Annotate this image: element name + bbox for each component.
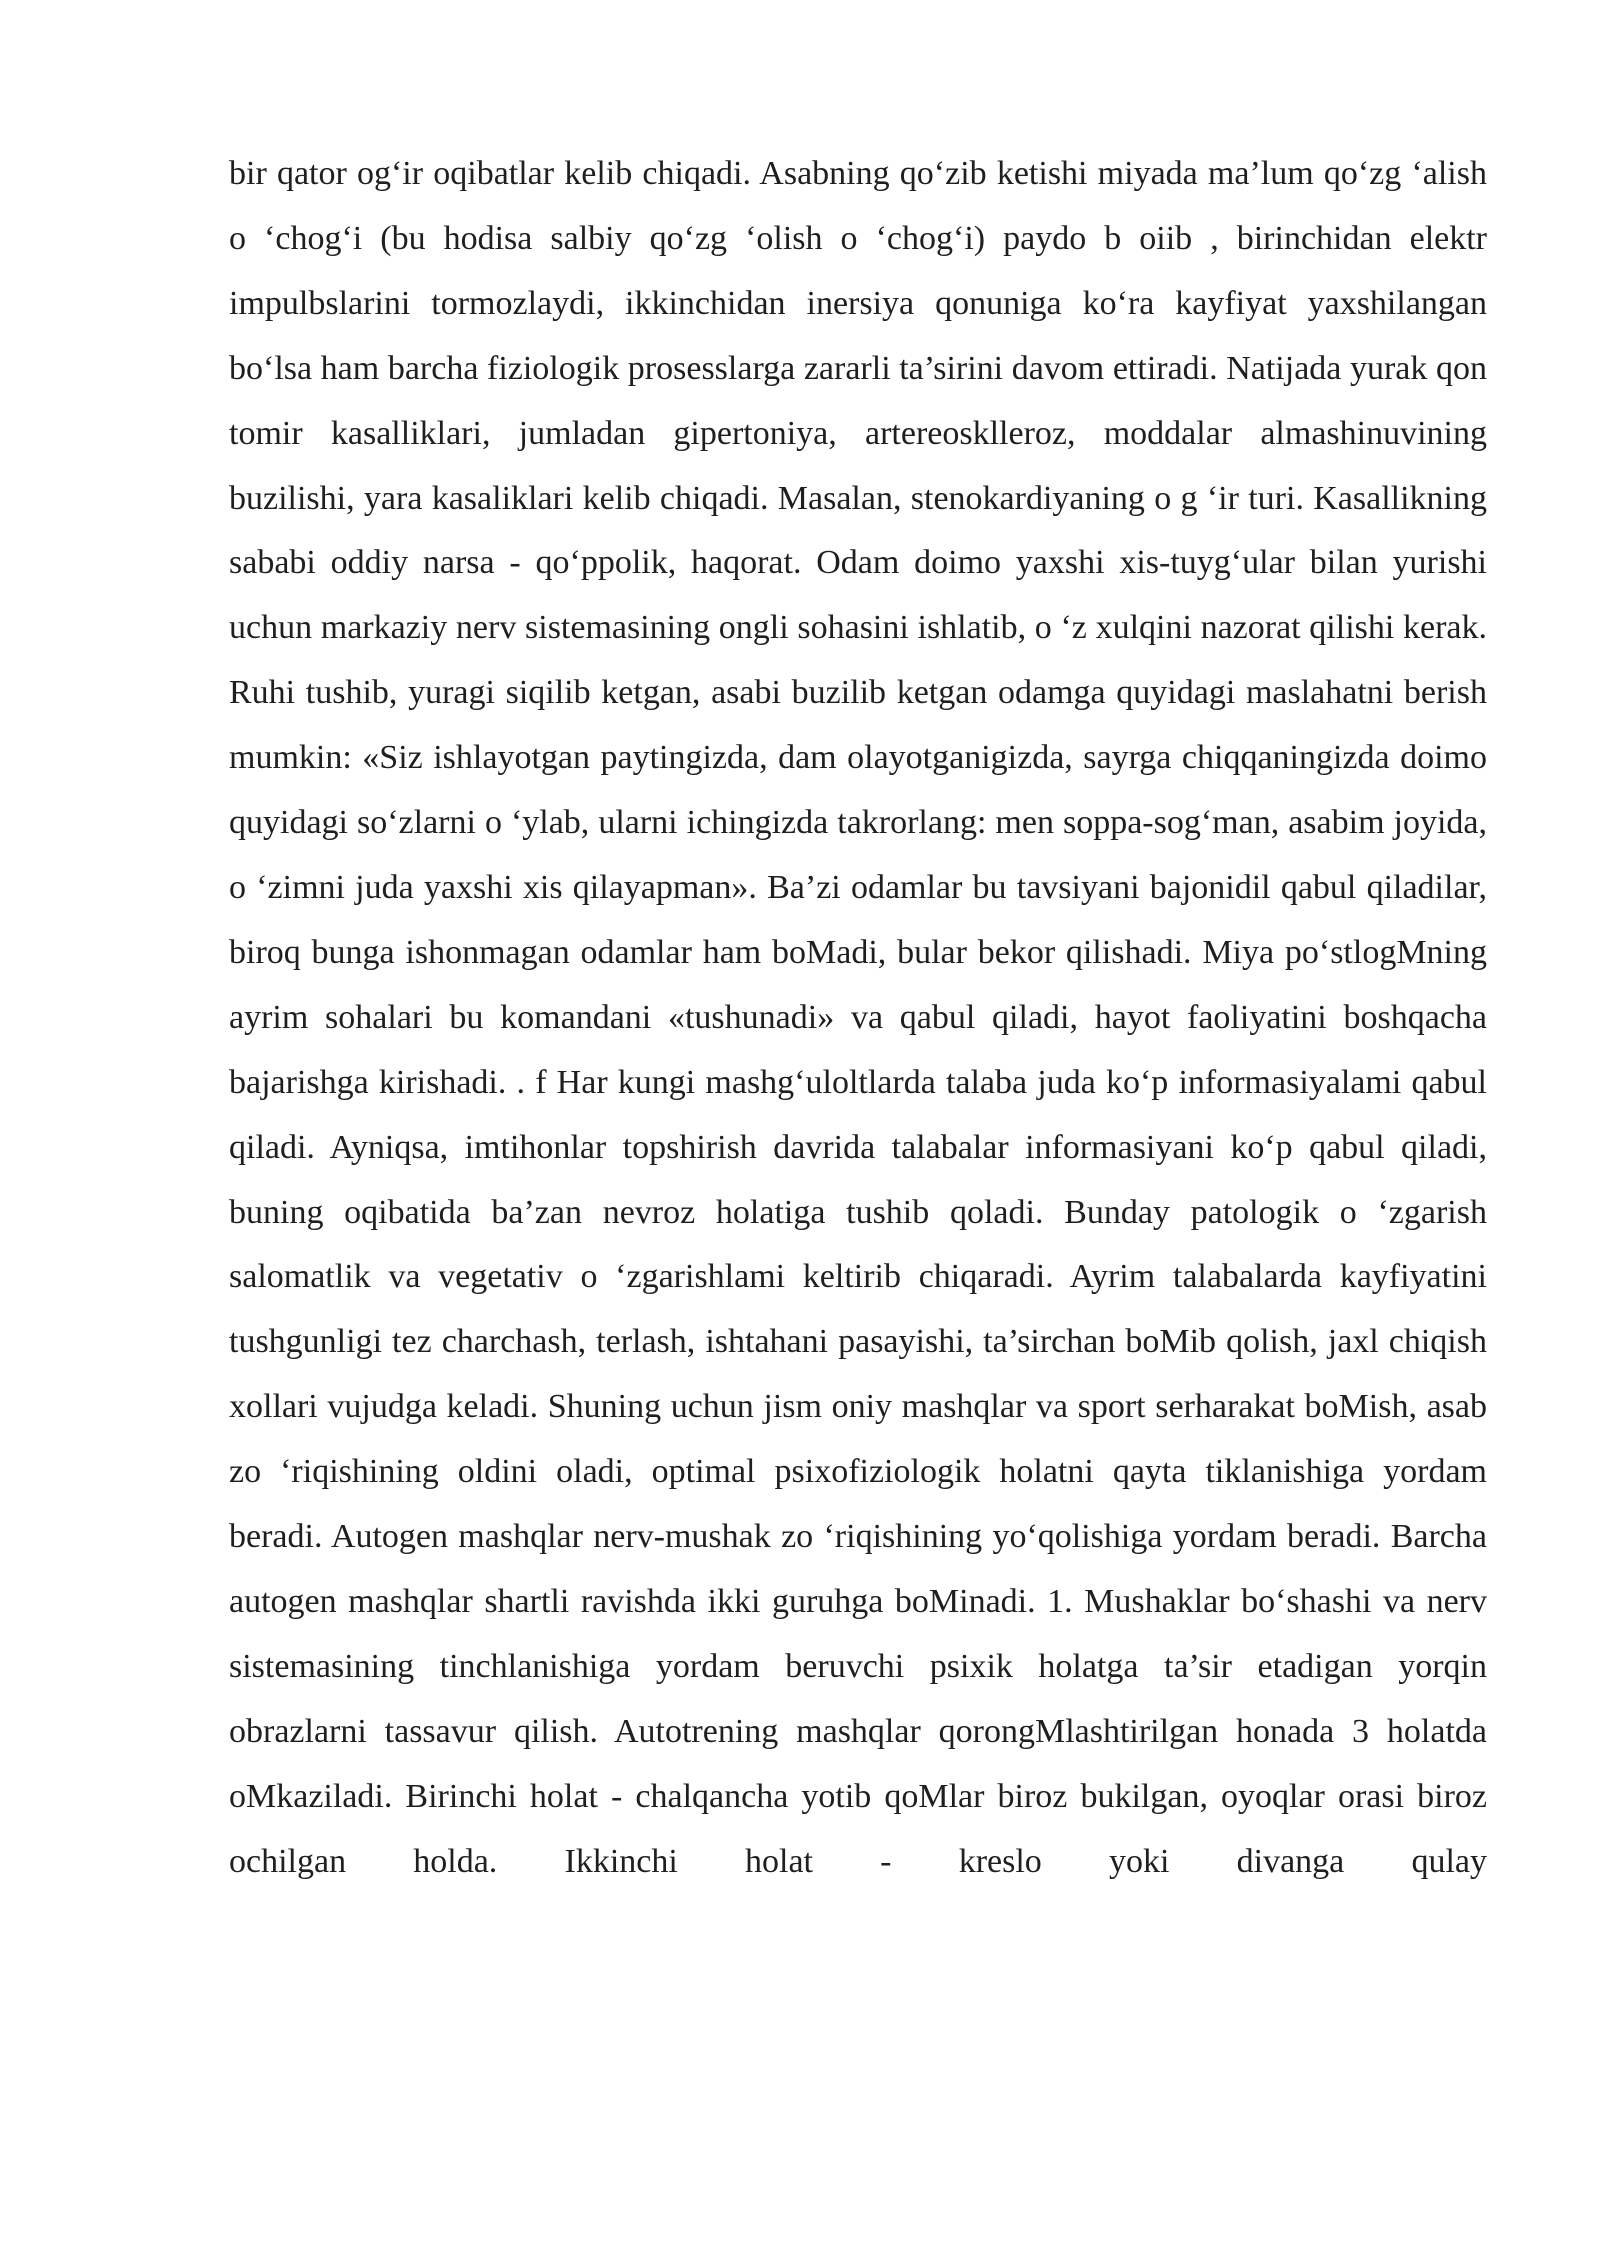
body-paragraph: bir qator og‘ir oqibatlar kelib chiqadi. Asabning qo‘zib ketishi miyada ma’lum qo‘zg ‘alish o ‘chog‘i (bu hodisa salbiy qo‘zg ‘olish o ‘chog‘i) paydo b oiib , birinchidan elektr impulbslarini tormozlaydi, ikkinchidan inersiya qonuniga ko‘ra kayfiyat yaxshilangan bo‘lsa ham barcha fiziologik prosesslarga zararli ta’sirini davom ettiradi. Natijada yurak qon tomir kasalliklari, jumladan gipertoniya, artereosklleroz, moddalar almashinuvining buzilishi, yara kasaliklari kelib chiqadi. Masalan, stenokardiyaning o g ‘ir turi. Kasallikning sababi oddiy narsa - qo‘ppolik, haqorat. Odam doimo yaxshi xis-tuyg‘ular bilan yurishi uchun markaziy nerv sistemasining ongli sohasini ishlatib, o ‘z xulqini nazorat qilishi kerak. Ruhi tushib, yuragi siqilib ketgan, asabi buzilib ketgan odamga quyidagi maslahatni berish mumkin: «Siz ishlayotgan paytingizda, dam olayotganigizda, sayrga chiqqaningizda doimo quyidagi so‘zlarni o ‘ylab, ularni ichingizda takrorlang: men soppa-sog‘man, asabim joyida, o ‘zimni juda yaxshi xis qilayapman». Ba’zi odamlar bu tavsiyani bajonidil qabul qiladilar, biroq bunga ishonmagan odamlar ham boMadi, bular bekor qilishadi. Miya po‘stlogMning ayrim sohalari bu komandani «tushunadi» va qabul qiladi, hayot faoliyatini boshqacha bajarishga kirishadi. . f Har kungi mashg‘uloltlarda talaba juda ko‘p informasiyalami qabul qiladi. Ayniqsa, imtihonlar topshirish davrida talabalar informasiyani ko‘p qabul qiladi, buning oqibatida ba’zan nevroz holatiga tushib qoladi. Bunday patologik o ‘zgarish salomatlik va vegetativ o ‘zgarishlami keltirib chiqaradi. Ayrim talabalarda kayfiyatini tushgunligi tez charchash, terlash, ishtahani pasayishi, ta’sirchan boMib qolish, jaxl chiqish xollari vujudga keladi. Shuning uchun jism oniy mashqlar va sport serharakat boMish, asab zo ‘riqishining oldini oladi, optimal psixofiziologik holatni qayta tiklanishiga yordam beradi. Autogen mashqlar nerv-mushak zo ‘riqishining yo‘qolishiga yordam beradi. Barcha autogen mashqlar shartli ravishda ikki guruhga boMinadi. 1. Mushaklar bo‘shashi va nerv sistemasining tinchlanishiga yordam beruvchi psixik holatga ta’sir etadigan yorqin obrazlarni tassavur qilish. Autotrening mashqlar qorongMlashtirilgan honada 3 holatda oMkaziladi. Birinchi holat - chalqancha yotib qoMlar biroz bukilgan, oyoqlar orasi biroz ochilgan holda. Ikkinchi holat - kreslo yoki divanga qulay (229, 155, 1487, 1880)
document-page (229, 142, 1487, 1894)
